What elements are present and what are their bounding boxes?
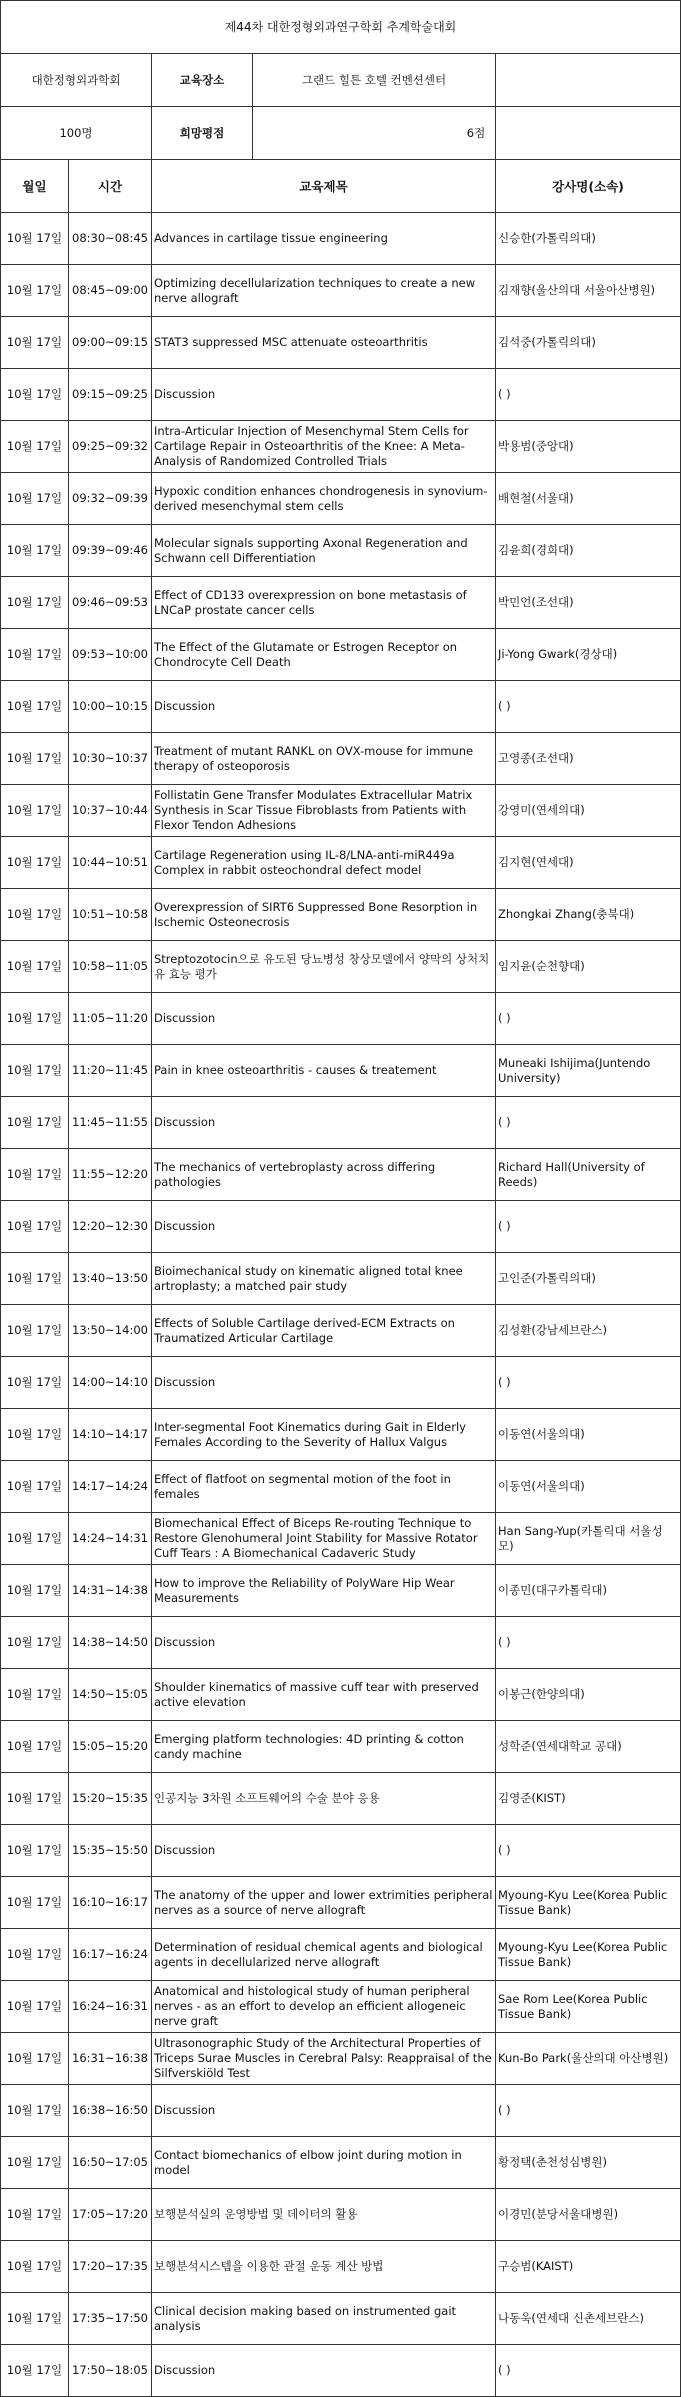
table-row	[1, 629, 681, 681]
row-time: 09:15~09:25	[69, 369, 152, 421]
venue-label	[152, 54, 496, 107]
row-lecturer: 김윤희(경희대)	[496, 525, 681, 577]
table-row	[1, 1617, 681, 1669]
table-row	[1, 213, 681, 265]
table-row	[1, 1461, 681, 1513]
row-time: 10:51~10:58	[69, 889, 152, 941]
table-row	[1, 2137, 681, 2189]
row-date: 10월 17일	[1, 265, 69, 317]
row-date: 10월 17일	[1, 369, 69, 421]
row-date: 10월 17일	[1, 2293, 69, 2345]
row-lecturer: ( )	[496, 2345, 681, 2397]
row-date: 10월 17일	[1, 629, 69, 681]
table-row	[1, 421, 681, 473]
row-date: 10월 17일	[1, 1981, 69, 2033]
row-time: 14:10~14:17	[69, 1409, 152, 1461]
row-date: 10월 17일	[1, 993, 69, 1045]
row-date: 10월 17일	[1, 2137, 69, 2189]
venue-value-ext	[496, 54, 681, 107]
row-date: 10월 17일	[1, 733, 69, 785]
table-row	[1, 1045, 681, 1097]
row-title: Ultrasonographic Study of the Architectural Properties of Triceps Surae Muscles in Cerebral Palsy: Reappraisal of the Silfverskiöld Test	[152, 2033, 496, 2085]
row-title: The anatomy of the upper and lower extrimities peripheral nerves as a source of nerve allograft	[152, 1877, 496, 1929]
row-lecturer: 이경민(분당서울대병원)	[496, 2189, 681, 2241]
row-title: Discussion	[152, 1097, 496, 1149]
row-title: Discussion	[152, 993, 496, 1045]
row-lecturer: 김성환(강남세브란스)	[496, 1305, 681, 1357]
row-date: 10월 17일	[1, 1149, 69, 1201]
table-row	[1, 681, 681, 733]
col-lecturer-header: 강사명(소속)	[496, 160, 681, 213]
row-lecturer: 임지윤(순천향대)	[496, 941, 681, 993]
table-row	[1, 2241, 681, 2293]
row-title: Bioimechanical study on kinematic aligned total knee artroplasty; a matched pair study	[152, 1253, 496, 1305]
row-lecturer: 신승한(가톨릭의대)	[496, 213, 681, 265]
col-date-header: 월일	[1, 160, 69, 213]
row-date: 10월 17일	[1, 1201, 69, 1253]
row-lecturer: 김재향(울산의대 서울아산병원)	[496, 265, 681, 317]
row-title: Effect of CD133 overexpression on bone metastasis of LNCaP prostate cancer cells	[152, 577, 496, 629]
table-row	[1, 577, 681, 629]
row-lecturer: 강영미(연세의대)	[496, 785, 681, 837]
row-lecturer: 이종민(대구카톨릭대)	[496, 1565, 681, 1617]
row-lecturer: Ji-Yong Gwark(경상대)	[496, 629, 681, 681]
row-date: 10월 17일	[1, 473, 69, 525]
table-row	[1, 317, 681, 369]
row-title: Pain in knee osteoarthritis - causes & treatement	[152, 1045, 496, 1097]
row-title: Cartilage Regeneration using IL-8/LNA-anti-miR449a Complex in rabbit osteochondral defect model	[152, 837, 496, 889]
row-lecturer: 이동연(서울의대)	[496, 1409, 681, 1461]
row-time: 16:31~16:38	[69, 2033, 152, 2085]
row-title: STAT3 suppressed MSC attenuate osteoarthritis	[152, 317, 496, 369]
row-time: 08:30~08:45	[69, 213, 152, 265]
table-row	[1, 2293, 681, 2345]
row-date: 10월 17일	[1, 213, 69, 265]
row-lecturer: ( )	[496, 1825, 681, 1877]
row-time: 09:25~09:32	[69, 421, 152, 473]
row-title: 보행분석실의 운영방법 및 데이터의 활용	[152, 2189, 496, 2241]
row-date: 10월 17일	[1, 2241, 69, 2293]
row-date: 10월 17일	[1, 941, 69, 993]
row-title: 보행분석시스템을 이용한 관절 운동 계산 방법	[152, 2241, 496, 2293]
row-title: Intra-Articular Injection of Mesenchymal Stem Cells for Cartilage Repair in Osteoarthritis of the Knee: A Meta-Analysis of Randomized Controlled Trials	[152, 421, 496, 473]
row-time: 10:30~10:37	[69, 733, 152, 785]
row-date: 10월 17일	[1, 1461, 69, 1513]
row-date: 10월 17일	[1, 2033, 69, 2085]
row-lecturer: 김영준(KIST)	[496, 1773, 681, 1825]
row-time: 12:20~12:30	[69, 1201, 152, 1253]
row-lecturer: 고영종(조선대)	[496, 733, 681, 785]
row-lecturer: ( )	[496, 2085, 681, 2137]
row-title: Discussion	[152, 681, 496, 733]
row-time: 09:00~09:15	[69, 317, 152, 369]
row-time: 10:44~10:51	[69, 837, 152, 889]
row-lecturer: 이봉근(한양의대)	[496, 1669, 681, 1721]
row-lecturer: 성학준(연세대학교 공대)	[496, 1721, 681, 1773]
capacity-cell: 100명	[1, 107, 152, 160]
row-title: How to improve the Reliability of PolyWare Hip Wear Measurements	[152, 1565, 496, 1617]
row-time: 17:20~17:35	[69, 2241, 152, 2293]
row-lecturer: Zhongkai Zhang(충북대)	[496, 889, 681, 941]
row-lecturer: Myoung-Kyu Lee(Korea Public Tissue Bank)	[496, 1929, 681, 1981]
row-time: 09:39~09:46	[69, 525, 152, 577]
organizer-cell: 대한정형외과학회	[1, 54, 152, 107]
row-title: Discussion	[152, 2345, 496, 2397]
row-date: 10월 17일	[1, 577, 69, 629]
row-title: Discussion	[152, 1201, 496, 1253]
table-row	[1, 1981, 681, 2033]
points-value-right	[466, 107, 681, 160]
row-title: The mechanics of vertebroplasty across differing pathologies	[152, 1149, 496, 1201]
row-date: 10월 17일	[1, 1721, 69, 1773]
row-title: Hypoxic condition enhances chondrogenesis in synovium-derived mesenchymal stem cells	[152, 473, 496, 525]
row-time: 17:35~17:50	[69, 2293, 152, 2345]
row-title: Advances in cartilage tissue engineering	[152, 213, 496, 265]
row-lecturer: 박용범(중앙대)	[496, 421, 681, 473]
row-time: 11:45~11:55	[69, 1097, 152, 1149]
row-time: 09:32~09:39	[69, 473, 152, 525]
table-row	[1, 785, 681, 837]
table-row	[1, 1305, 681, 1357]
row-time: 14:00~14:10	[69, 1357, 152, 1409]
row-time: 13:50~14:00	[69, 1305, 152, 1357]
row-date: 10월 17일	[1, 681, 69, 733]
col-time-header: 시간	[69, 160, 152, 213]
table-row	[1, 2085, 681, 2137]
points-label: 희망평점	[152, 107, 253, 159]
row-lecturer: 이동연(서울의대)	[496, 1461, 681, 1513]
row-title: Anatomical and histological study of human peripheral nerves - as an effort to develop an efficient allogeneic nerve graft	[152, 1981, 496, 2033]
row-title: Discussion	[152, 1357, 496, 1409]
row-title: Molecular signals supporting Axonal Regeneration and Schwann cell Differentiation	[152, 525, 496, 577]
table-row	[1, 1877, 681, 1929]
row-date: 10월 17일	[1, 1877, 69, 1929]
row-title: Clinical decision making based on instrumented gait analysis	[152, 2293, 496, 2345]
row-time: 11:55~12:20	[69, 1149, 152, 1201]
table-row	[1, 1721, 681, 1773]
table-row	[1, 1929, 681, 1981]
row-date: 10월 17일	[1, 889, 69, 941]
row-date: 10월 17일	[1, 1929, 69, 1981]
row-date: 10월 17일	[1, 1825, 69, 1877]
row-time: 16:17~16:24	[69, 1929, 152, 1981]
row-time: 08:45~09:00	[69, 265, 152, 317]
row-title: Streptozotocin으로 유도된 당뇨병성 창상모델에서 양막의 상처치유 효능 평가	[152, 941, 496, 993]
info-row-venue	[1, 54, 681, 107]
row-title: Biomechanical Effect of Biceps Re-routing Technique to Restore Glenohumeral Joint Stability for Massive Rotator Cuff Tears : A Biomechanical Cadaveric Study	[152, 1513, 496, 1565]
row-lecturer: 고인준(가톨릭의대)	[496, 1253, 681, 1305]
row-date: 10월 17일	[1, 1253, 69, 1305]
row-lecturer: 나동욱(연세대 신촌세브란스)	[496, 2293, 681, 2345]
row-time: 16:38~16:50	[69, 2085, 152, 2137]
row-title: Discussion	[152, 369, 496, 421]
row-date: 10월 17일	[1, 2085, 69, 2137]
row-time: 17:50~18:05	[69, 2345, 152, 2397]
column-header-row	[1, 160, 681, 213]
table-row	[1, 1253, 681, 1305]
row-title: Discussion	[152, 1825, 496, 1877]
table-row	[1, 993, 681, 1045]
row-time: 14:17~14:24	[69, 1461, 152, 1513]
table-row	[1, 1565, 681, 1617]
row-title: The Effect of the Glutamate or Estrogen Receptor on Chondrocyte Cell Death	[152, 629, 496, 681]
row-time: 14:50~15:05	[69, 1669, 152, 1721]
table-row	[1, 1669, 681, 1721]
row-lecturer: Kun-Bo Park(울산의대 아산병원)	[496, 2033, 681, 2085]
info-row-capacity	[1, 107, 681, 160]
row-date: 10월 17일	[1, 1513, 69, 1565]
table-row	[1, 733, 681, 785]
row-lecturer: 배현철(서울대)	[496, 473, 681, 525]
table-row	[1, 265, 681, 317]
row-time: 11:20~11:45	[69, 1045, 152, 1097]
table-row	[1, 941, 681, 993]
row-title: Emerging platform technologies: 4D printing & cotton candy machine	[152, 1721, 496, 1773]
table-row	[1, 1409, 681, 1461]
points-value: 6점	[466, 125, 486, 140]
row-date: 10월 17일	[1, 1773, 69, 1825]
table-row	[1, 2345, 681, 2397]
row-title: Follistatin Gene Transfer Modulates Extracellular Matrix Synthesis in Scar Tissue Fibroblasts from Patients with Flexor Tendon Adhesions	[152, 785, 496, 837]
row-date: 10월 17일	[1, 1669, 69, 1721]
col-title-header: 교육제목	[152, 160, 496, 213]
row-time: 15:05~15:20	[69, 1721, 152, 1773]
row-time: 10:58~11:05	[69, 941, 152, 993]
row-lecturer: ( )	[496, 993, 681, 1045]
row-title: Optimizing decellularization techniques to create a new nerve allograft	[152, 265, 496, 317]
row-date: 10월 17일	[1, 1565, 69, 1617]
row-title: Effects of Soluble Cartilage derived-ECM Extracts on Traumatized Articular Cartilage	[152, 1305, 496, 1357]
table-row	[1, 369, 681, 421]
row-date: 10월 17일	[1, 2189, 69, 2241]
row-title: Discussion	[152, 2085, 496, 2137]
row-lecturer: 김석중(가톨릭의대)	[496, 317, 681, 369]
table-row	[1, 2189, 681, 2241]
row-time: 15:20~15:35	[69, 1773, 152, 1825]
row-title: Shoulder kinematics of massive cuff tear with preserved active elevation	[152, 1669, 496, 1721]
row-time: 15:35~15:50	[69, 1825, 152, 1877]
row-title: Discussion	[152, 1617, 496, 1669]
row-lecturer: Muneaki Ishijima(Juntendo University)	[496, 1045, 681, 1097]
row-lecturer: ( )	[496, 1201, 681, 1253]
row-title: Treatment of mutant RANKL on OVX-mouse for immune therapy of osteoporosis	[152, 733, 496, 785]
table-row	[1, 1825, 681, 1877]
row-date: 10월 17일	[1, 837, 69, 889]
row-lecturer: Richard Hall(University of Reeds)	[496, 1149, 681, 1201]
row-date: 10월 17일	[1, 1409, 69, 1461]
row-lecturer: 황정택(춘천성심병원)	[496, 2137, 681, 2189]
table-row	[1, 1149, 681, 1201]
row-time: 14:31~14:38	[69, 1565, 152, 1617]
row-date: 10월 17일	[1, 421, 69, 473]
row-date: 10월 17일	[1, 785, 69, 837]
venue-label-text: 교육장소	[152, 54, 253, 106]
row-date: 10월 17일	[1, 525, 69, 577]
row-date: 10월 17일	[1, 1305, 69, 1357]
table-row	[1, 1773, 681, 1825]
row-lecturer: 김지현(연세대)	[496, 837, 681, 889]
row-time: 17:05~17:20	[69, 2189, 152, 2241]
table-row	[1, 1357, 681, 1409]
row-title: Contact biomechanics of elbow joint during motion in model	[152, 2137, 496, 2189]
row-lecturer: ( )	[496, 1097, 681, 1149]
row-time: 09:46~09:53	[69, 577, 152, 629]
row-time: 16:10~16:17	[69, 1877, 152, 1929]
row-lecturer: Myoung-Kyu Lee(Korea Public Tissue Bank)	[496, 1877, 681, 1929]
row-time: 11:05~11:20	[69, 993, 152, 1045]
row-title: Effect of flatfoot on segmental motion of the foot in females	[152, 1461, 496, 1513]
row-lecturer: Han Sang-Yup(카톨릭대 서울성모)	[496, 1513, 681, 1565]
row-time: 10:37~10:44	[69, 785, 152, 837]
row-title: Overexpression of SIRT6 Suppressed Bone Resorption in Ischemic Osteonecrosis	[152, 889, 496, 941]
row-lecturer: 구승범(KAIST)	[496, 2241, 681, 2293]
row-lecturer: ( )	[496, 1357, 681, 1409]
row-date: 10월 17일	[1, 1045, 69, 1097]
row-lecturer: 박민언(조선대)	[496, 577, 681, 629]
row-time: 16:24~16:31	[69, 1981, 152, 2033]
points-cell-wrap	[152, 107, 496, 160]
row-lecturer: ( )	[496, 369, 681, 421]
table-row	[1, 1513, 681, 1565]
row-time: 14:24~14:31	[69, 1513, 152, 1565]
row-time: 16:50~17:05	[69, 2137, 152, 2189]
table-row	[1, 889, 681, 941]
row-date: 10월 17일	[1, 2345, 69, 2397]
venue-value: 그랜드 힐튼 호텔 컨벤션센터	[301, 72, 447, 87]
row-date: 10월 17일	[1, 1097, 69, 1149]
page-title: 제44차 대한정형외과연구학회 추계학술대회	[1, 1, 681, 54]
table-row	[1, 837, 681, 889]
table-row	[1, 1097, 681, 1149]
row-date: 10월 17일	[1, 1617, 69, 1669]
row-date: 10월 17일	[1, 1357, 69, 1409]
table-row	[1, 2033, 681, 2085]
row-title: 인공지능 3차원 소프트웨어의 수술 분야 응용	[152, 1773, 496, 1825]
row-time: 09:53~10:00	[69, 629, 152, 681]
row-lecturer: ( )	[496, 1617, 681, 1669]
title-row	[1, 1, 681, 54]
table-row	[1, 1201, 681, 1253]
row-date: 10월 17일	[1, 317, 69, 369]
row-lecturer: ( )	[496, 681, 681, 733]
row-time: 14:38~14:50	[69, 1617, 152, 1669]
table-row	[1, 473, 681, 525]
points-value-left	[253, 107, 495, 159]
row-lecturer: Sae Rom Lee(Korea Public Tissue Bank)	[496, 1981, 681, 2033]
table-row	[1, 525, 681, 577]
row-title: Determination of residual chemical agents and biological agents in decellularized nerve allograft	[152, 1929, 496, 1981]
row-time: 10:00~10:15	[69, 681, 152, 733]
row-time: 13:40~13:50	[69, 1253, 152, 1305]
row-title: Inter-segmental Foot Kinematics during Gait in Elderly Females According to the Severity of Hallux Valgus	[152, 1409, 496, 1461]
